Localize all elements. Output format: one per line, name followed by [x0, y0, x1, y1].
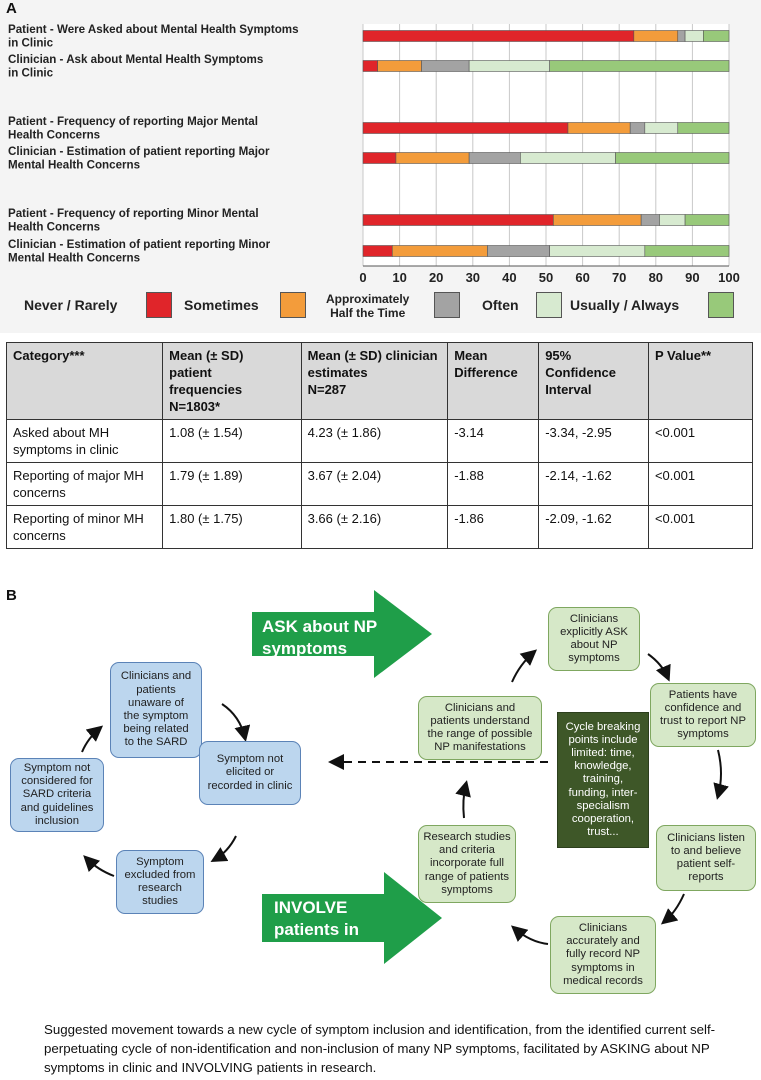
bar-segment	[616, 153, 729, 164]
table-cell	[163, 463, 301, 506]
bar-segment	[363, 31, 634, 42]
table-header-row	[7, 343, 753, 420]
cell-line: -2.14, -1.62	[545, 468, 612, 483]
box-text	[428, 702, 533, 755]
box-text-line: considered for	[21, 775, 93, 788]
box-text-line: Symptom	[136, 855, 184, 868]
table-cell	[7, 506, 163, 549]
cell-line: <0.001	[654, 468, 696, 483]
category-label: Patient - Were Asked about Mental Health Symptoms	[8, 23, 299, 36]
cell-line: 3.66 (± 2.16)	[307, 511, 382, 526]
bar-segment	[520, 153, 615, 164]
box-text-line: Cycle breaking	[565, 720, 641, 733]
cell-line: concerns	[13, 485, 66, 500]
legend-swatch-half-the-time	[434, 292, 460, 318]
bar-segment	[550, 246, 645, 257]
category-label: in Clinic	[8, 36, 54, 50]
legend-label-sometimes: Sometimes	[184, 297, 259, 313]
header-line: Difference	[454, 365, 518, 380]
x-tick-label: 90	[685, 270, 700, 285]
bar-segment	[363, 123, 568, 134]
box-text-line: being related	[123, 723, 189, 736]
header-line: N=1803*	[169, 399, 221, 414]
box-text-line: patients	[136, 683, 176, 696]
box-text-line: Symptom not	[23, 762, 91, 774]
box-text-line: research	[138, 882, 182, 894]
box-text-line: symptoms	[441, 883, 493, 896]
box-text-line: specialism	[576, 799, 630, 812]
header-line: estimates	[307, 365, 368, 380]
green-box-understand	[418, 696, 542, 760]
green-arrow-6	[512, 652, 534, 682]
bar-segment	[378, 61, 422, 72]
cell-line: Reporting of minor MH	[13, 511, 144, 526]
header-line: Category***	[13, 348, 85, 363]
x-tick-label: 30	[465, 270, 481, 285]
box-text-line: Patients have	[668, 688, 738, 701]
table-cell	[7, 463, 163, 506]
box-text-line: SARD criteria	[22, 788, 92, 801]
stacked-bar-chart	[0, 0, 761, 290]
box-text	[208, 753, 293, 793]
bar-segment	[553, 215, 641, 226]
bar-segment	[685, 215, 729, 226]
box-text-line: and criteria	[439, 844, 495, 857]
x-tick-label: 100	[718, 270, 740, 285]
box-text-line: Clinicians	[569, 612, 619, 625]
legend-label-never-rarely: Never / Rarely	[24, 297, 118, 313]
x-tick-label: 10	[392, 270, 407, 285]
bar-segment	[422, 61, 470, 72]
cell-line: -3.14	[454, 425, 484, 440]
bar-segment	[685, 31, 703, 42]
figure-caption: Suggested movement towards a new cycle of symptom inclusion and identification, from the identified current self-perpetuating cycle of non-identification and non-inclusion of many NP symptoms, facilitated by ASKING about NP symptoms in clinic and INVOLVING patients in research.	[44, 1022, 716, 1075]
header-line: frequencies	[169, 382, 243, 397]
involve-arrow-label	[274, 897, 359, 963]
bar-segment	[396, 153, 469, 164]
blue-box-not-elicited	[199, 741, 301, 805]
box-text-line: accurately and	[566, 935, 640, 948]
box-text-line: cooperation,	[571, 813, 635, 825]
green-box-research	[418, 825, 516, 903]
statistics-table	[6, 342, 753, 549]
box-text	[667, 832, 745, 885]
category-label: Clinician - Estimation of patient reporting Minor	[8, 238, 271, 251]
box-text-line: Clinicians and	[444, 701, 516, 714]
header-line: Interval	[545, 382, 592, 397]
bar-segment	[678, 31, 685, 42]
box-text-line: unaware of	[128, 696, 184, 709]
table-cell	[648, 506, 752, 549]
blue-arrow-2	[214, 836, 236, 860]
box-text-line: trust to report NP	[659, 715, 746, 727]
header-line: Mean (± SD)	[169, 348, 244, 363]
header-line: Confidence	[545, 365, 616, 380]
legend-swatch-usually-always	[708, 292, 734, 318]
box-text-line: the range of possible	[427, 728, 533, 740]
table-cell	[539, 420, 649, 463]
box-text-line: recorded in clinic	[207, 779, 293, 792]
legend-swatch-often	[536, 292, 562, 318]
bar-segment	[550, 61, 729, 72]
x-tick-label: 40	[502, 270, 517, 285]
box-text-line: training,	[582, 773, 624, 786]
box-text-line: the symptom	[123, 710, 189, 722]
ask-line2: symptoms	[262, 639, 348, 658]
involve-line1: INVOLVE	[274, 898, 348, 917]
blue-box-excluded	[116, 850, 204, 914]
bar-segment	[487, 246, 549, 257]
green-arrow-1	[648, 654, 668, 678]
green-arrow-3	[664, 894, 684, 922]
legend-label-often: Often	[482, 297, 519, 313]
box-text	[423, 831, 510, 897]
box-text-line: about NP	[570, 639, 618, 651]
blue-arrow-4	[82, 728, 100, 752]
green-box-record	[550, 916, 656, 994]
box-text-line: Research studies	[423, 830, 511, 843]
header-line: P Value**	[654, 348, 712, 363]
box-text-line: excluded from	[124, 868, 196, 881]
box-text	[566, 721, 641, 840]
box-text-line: medical records	[563, 974, 643, 987]
cell-line: 1.08 (± 1.54)	[169, 425, 243, 440]
table-row	[7, 506, 753, 549]
x-tick-label: 70	[611, 270, 627, 285]
bar-segment	[392, 246, 487, 257]
box-text	[560, 613, 628, 666]
box-text	[660, 689, 746, 742]
table-cell	[448, 420, 539, 463]
legend-label-half-line1: Approximately	[326, 292, 410, 306]
table-cell	[7, 420, 163, 463]
table-header-cell	[448, 343, 539, 420]
table-cell	[648, 420, 752, 463]
bar-segment	[363, 61, 378, 72]
table-cell	[539, 463, 649, 506]
table-header-cell	[301, 343, 448, 420]
table-header-cell	[648, 343, 752, 420]
cell-line: -1.86	[454, 511, 484, 526]
box-text-line: patient self-	[676, 858, 736, 870]
panel-a-letter: A	[6, 0, 17, 17]
box-text-line: and guidelines	[20, 801, 94, 814]
box-text-line: confidence and	[664, 701, 742, 714]
bar-segment	[678, 123, 729, 134]
box-text-line: Symptom not	[216, 753, 284, 766]
box-text-line: elicited or	[225, 766, 275, 779]
green-box-listen	[656, 825, 756, 891]
cell-line: symptoms in clinic	[13, 442, 119, 457]
blue-arrow-3	[86, 858, 114, 876]
category-label: in Clinic	[8, 66, 54, 80]
bar-segment	[469, 61, 550, 72]
legend-label-half-the-time	[326, 292, 409, 320]
box-text-line: NP manifestations	[434, 741, 526, 754]
box-text-line: trust...	[587, 826, 619, 839]
ask-arrow-label	[262, 616, 377, 660]
x-tick-label: 20	[428, 270, 444, 285]
bar-segment	[469, 153, 520, 164]
table-header-cell	[163, 343, 301, 420]
box-text-line: limited: time,	[571, 746, 635, 759]
box-text	[121, 670, 191, 749]
box-text-line: Clinicians	[578, 921, 628, 934]
category-label: Health Concerns	[8, 220, 101, 234]
table-header-cell	[539, 343, 649, 420]
cell-line: -3.34, -2.95	[545, 425, 612, 440]
box-text-line: inclusion	[35, 814, 79, 827]
legend-swatch-sometimes	[280, 292, 306, 318]
table-cell	[163, 420, 301, 463]
green-arrow-5	[463, 784, 466, 818]
box-text-line: symptoms	[568, 652, 620, 665]
box-text	[125, 856, 196, 909]
box-text-line: knowledge,	[574, 760, 632, 773]
box-text-line: Clinicians and	[120, 670, 192, 683]
legend-label-usually-always: Usually / Always	[570, 297, 680, 313]
category-label: Clinician - Ask about Mental Health Symptoms	[8, 53, 264, 66]
green-box-ask	[548, 607, 640, 671]
box-text-line: Clinicians listen	[667, 831, 745, 844]
header-line: 95%	[545, 348, 572, 363]
table-cell	[301, 420, 448, 463]
box-text-line: range of patients	[424, 870, 510, 883]
category-label: Mental Health Concerns	[8, 251, 141, 265]
legend-label-half-line2: Half the Time	[330, 306, 406, 320]
cell-line: 3.67 (± 2.04)	[307, 468, 382, 483]
cell-line: -1.88	[454, 468, 484, 483]
category-label: Health Concerns	[8, 128, 101, 142]
cell-line: concerns	[13, 528, 66, 543]
box-text-line: to and believe	[670, 844, 742, 857]
bar-segment	[363, 246, 392, 257]
table-cell	[301, 463, 448, 506]
bar-segment	[634, 31, 678, 42]
cycle-breaking-box	[557, 712, 649, 848]
table-cell	[163, 506, 301, 549]
category-label: Patient - Frequency of reporting Minor Mental	[8, 207, 259, 220]
cell-line: 1.80 (± 1.75)	[169, 511, 243, 526]
bar-segment	[641, 215, 659, 226]
box-text-line: reports	[688, 871, 724, 884]
box-text-line: explicitly ASK	[560, 625, 628, 638]
bar-segment	[630, 123, 645, 134]
table-cell	[648, 463, 752, 506]
chart-legend	[0, 290, 761, 322]
green-box-confidence	[650, 683, 756, 747]
table-cell	[448, 506, 539, 549]
x-tick-label: 50	[538, 270, 554, 285]
box-text-line: fully record NP	[565, 948, 641, 961]
table-header-cell	[7, 343, 163, 420]
blue-box-not-considered	[10, 758, 104, 832]
bar-segment	[659, 215, 685, 226]
table-row	[7, 420, 753, 463]
table-cell	[301, 506, 448, 549]
bar-segment	[568, 123, 630, 134]
involve-line3: research	[274, 942, 345, 961]
box-text-line: points include	[568, 733, 638, 746]
x-tick-label: 60	[575, 270, 590, 285]
ask-line1: ASK about NP	[262, 617, 378, 636]
category-label: Patient - Frequency of reporting Major Mental	[8, 115, 258, 128]
table-cell	[539, 506, 649, 549]
blue-box-unaware	[110, 662, 202, 758]
x-tick-label: 0	[359, 270, 367, 285]
box-text-line: symptoms	[677, 728, 729, 741]
green-arrow-4	[514, 928, 548, 944]
panel-b-letter: B	[6, 587, 17, 604]
table-row	[7, 463, 753, 506]
header-line: patient	[169, 365, 212, 380]
bar-segment	[363, 153, 396, 164]
box-text-line: symptoms in	[571, 961, 635, 974]
box-text-line: incorporate full	[429, 857, 505, 870]
cell-line: 4.23 (± 1.86)	[307, 425, 382, 440]
box-text	[21, 762, 94, 828]
legend-swatch-never-rarely	[146, 292, 172, 318]
header-line: N=287	[307, 382, 347, 397]
box-text	[563, 922, 643, 988]
category-label: Mental Health Concerns	[8, 158, 141, 172]
cell-line: 1.79 (± 1.89)	[169, 468, 243, 483]
cell-line: Reporting of major MH	[13, 468, 144, 483]
blue-arrow-1	[222, 704, 245, 738]
box-text-line: patients understand	[430, 714, 530, 727]
x-tick-label: 80	[648, 270, 664, 285]
cell-line: <0.001	[654, 425, 696, 440]
bar-segment	[645, 246, 729, 257]
bar-segment	[363, 215, 553, 226]
header-line: Mean	[454, 348, 488, 363]
bar-segment	[645, 123, 678, 134]
box-text-line: to the SARD	[124, 736, 188, 749]
green-arrow-2	[718, 750, 721, 796]
cell-line: <0.001	[654, 511, 696, 526]
bar-segment	[703, 31, 729, 42]
box-text-line: funding, inter-	[568, 786, 638, 799]
cell-line: Asked about MH	[13, 425, 110, 440]
header-line: Mean (± SD) clinician	[307, 348, 438, 363]
cell-line: -2.09, -1.62	[545, 511, 612, 526]
table-cell	[448, 463, 539, 506]
involve-line2: patients in	[274, 920, 360, 939]
box-text-line: studies	[142, 895, 178, 908]
category-label: Clinician - Estimation of patient reporting Major	[8, 145, 270, 158]
